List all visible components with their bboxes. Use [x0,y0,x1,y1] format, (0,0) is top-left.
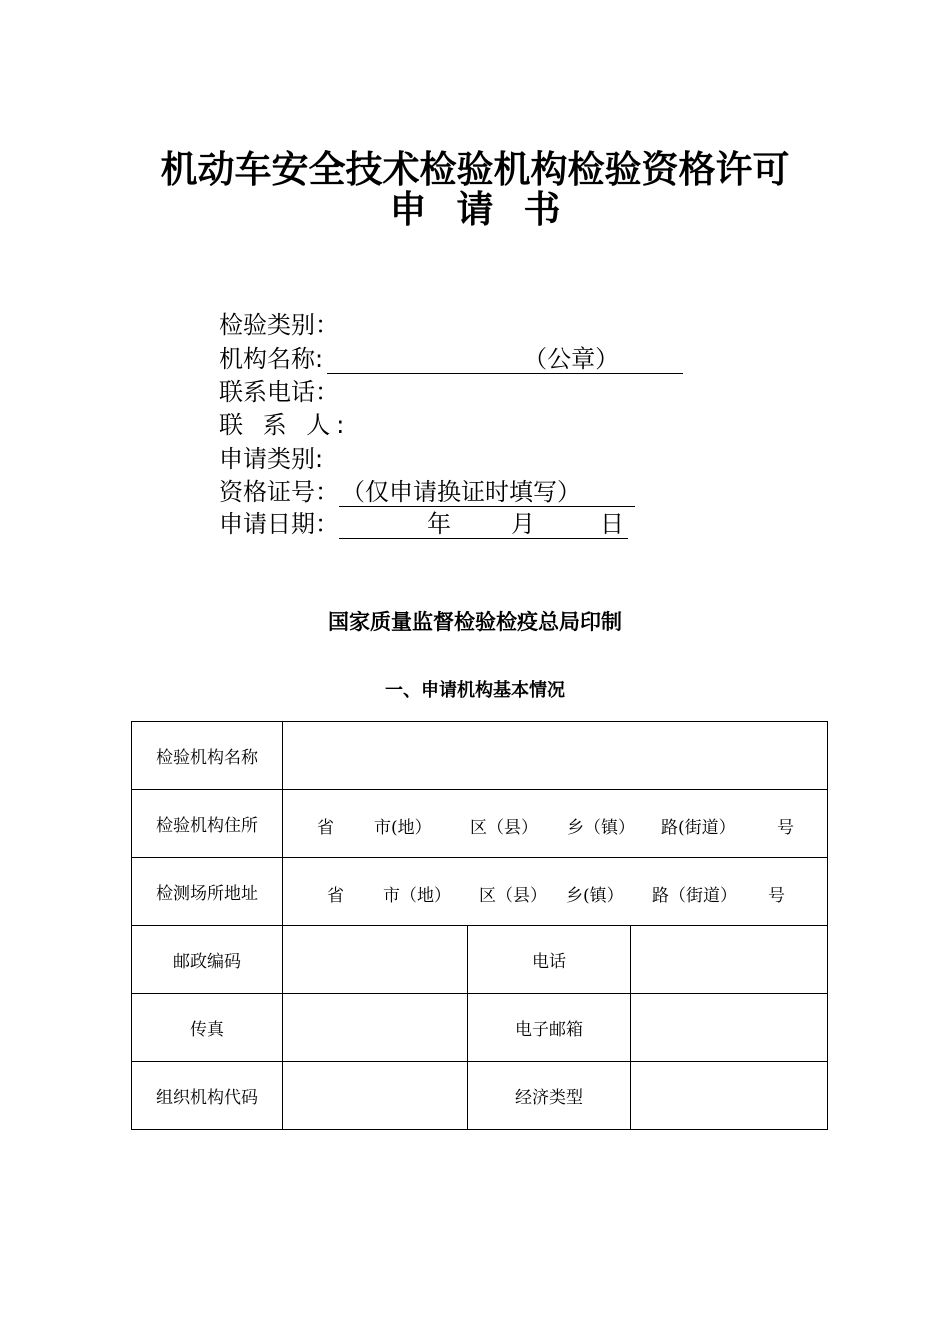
document-title-line1: 机动车安全技术检验机构检验资格许可 [160,148,790,191]
table-row [132,1062,828,1130]
date-month: 月 [511,510,535,538]
cell-input-site-address[interactable] [283,858,828,926]
cell-input-org-code[interactable] [283,1062,468,1130]
org-name-label: 机构名称: [219,345,324,373]
cell-label-fax: 传真 [132,994,283,1062]
table-row [132,722,828,790]
field-org-name [219,343,683,376]
field-contact [219,409,350,442]
contact-label: 联 系 人: [219,411,351,439]
addr-province: 省 [317,818,334,838]
site-province: 省 [327,886,344,906]
org-name-blank[interactable]: （公章） [327,345,683,374]
addr-town: 乡（镇） [567,818,635,838]
apply-date-blank[interactable] [339,510,628,539]
phone-label: 联系电话： [219,378,339,406]
date-day: 日 [600,510,624,538]
site-district: 区（县） [479,886,547,906]
addr-road: 路(街道） [661,818,736,838]
site-road: 路（街道） [652,886,737,906]
addr-district: 区（县） [470,818,538,838]
section-title: 一、申请机构基本情况 [385,680,565,701]
cell-input-econ-type[interactable] [631,1062,828,1130]
site-number: 号 [768,886,785,906]
cell-input-email[interactable] [631,994,828,1062]
cell-input-org-name[interactable] [283,722,828,790]
cert-no-label: 资格证号： [219,478,339,506]
apply-type-label: 申请类别: [219,445,324,473]
cell-input-fax[interactable] [283,994,468,1062]
site-town: 乡(镇） [566,886,624,906]
basic-info-table [131,721,828,1130]
table-row [132,790,828,858]
publisher-line: 国家质量监督检验检疫总局印制 [328,610,622,634]
cell-label-phone: 电话 [468,926,631,994]
cell-input-org-address[interactable] [283,790,828,858]
cell-label-org-name: 检验机构名称 [132,722,283,790]
cell-input-phone[interactable] [631,926,828,994]
addr-city: 市(地） [374,818,432,838]
cell-label-org-code: 组织机构代码 [132,1062,283,1130]
cert-no-blank[interactable]: （仅申请换证时填写） [339,478,635,507]
field-apply-type [219,443,323,476]
date-year: 年 [427,510,451,538]
cell-label-econ-type: 经济类型 [468,1062,631,1130]
cell-label-site-address: 检测场所地址 [132,858,283,926]
cell-input-postcode[interactable] [283,926,468,994]
field-cert-no [219,476,635,509]
table-row [132,926,828,994]
cell-label-email: 电子邮箱 [468,994,631,1062]
field-phone [219,376,339,409]
site-city: 市（地） [383,886,451,906]
apply-date-label: 申请日期： [219,510,339,538]
cell-label-postcode: 邮政编码 [132,926,283,994]
table-row [132,858,828,926]
table-row [132,994,828,1062]
addr-number: 号 [777,818,794,838]
field-category [219,309,339,342]
field-apply-date [219,508,628,541]
category-label: 检验类别： [219,311,339,339]
cell-label-org-address: 检验机构住所 [132,790,283,858]
document-title-line2: 申请书 [389,188,591,231]
